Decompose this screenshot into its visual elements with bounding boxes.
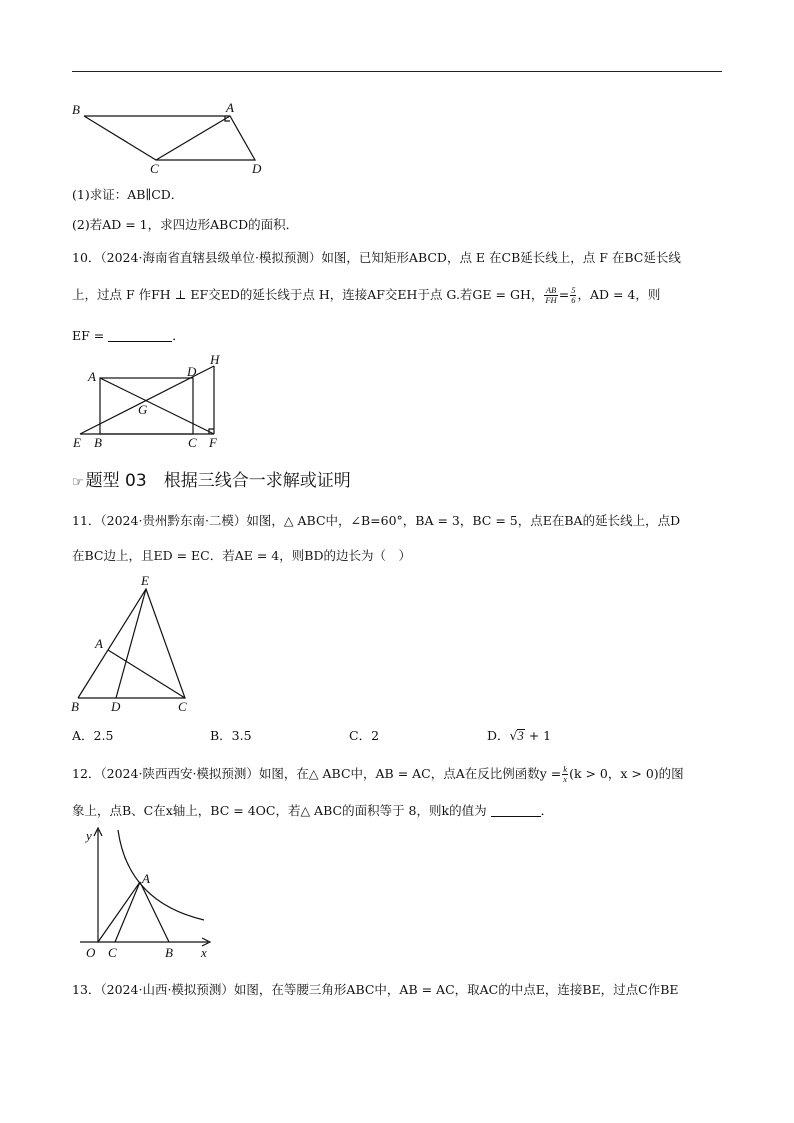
q10-line2-a: 上，过点 F 作FH ⊥ EF交ED的延长线于点 H，连接AF交EH于点 G.若GE = GH，: [72, 287, 544, 302]
option-c[interactable]: C．2: [349, 728, 380, 743]
q10-equals: =: [558, 287, 570, 302]
q9-part1: (1)求证：AB∥CD．: [72, 187, 184, 202]
label-e: E: [73, 435, 81, 450]
label-b: B: [94, 435, 102, 450]
label-b: B: [165, 945, 173, 960]
q11-options: [72, 726, 722, 746]
section-heading-text: 题型 03 根据三线合一求解或证明: [85, 471, 351, 491]
q10-line2: [72, 286, 660, 305]
q12-line1-a: 12．（2024·陕西西安·模拟预测）如图，在△ ABC中，AB = AC，点A在反比例函数y =: [72, 766, 562, 781]
q12-period: ．: [540, 803, 554, 818]
label-o: O: [86, 945, 96, 960]
label-a: A: [88, 369, 96, 384]
sqrt-radical-icon: √: [509, 728, 518, 743]
label-y: y: [86, 828, 92, 843]
header-rule: [72, 71, 722, 72]
q10-line1: 10．（2024·海南省直辖县级单位·模拟预测）如图，已知矩形ABCD，点 E 在CB延长线上，点 F 在BC延长线: [72, 250, 681, 265]
q12-answer-blank[interactable]: [491, 804, 541, 817]
label-x: x: [201, 945, 207, 960]
segment-ac: [108, 650, 185, 698]
label-e: E: [141, 573, 149, 588]
label-d: D: [252, 161, 262, 176]
q9-part2: (2)若AD = 1，求四边形ABCD的面积．: [72, 217, 299, 232]
label-g: G: [138, 402, 148, 417]
q11-line1: 11．（2024·贵州黔东南·二模）如图，△ ABC中，∠B=60°，BA = 3，BC = 5，点E在BA的延长线上，点D: [72, 513, 681, 528]
line-af: [100, 378, 214, 434]
figure-quadrilateral-abcd: [70, 98, 270, 178]
q12-line2-a: 象上，点B、C在x轴上，BC = 4OC，若△ ABC的面积等于 8，则k的值为: [72, 803, 487, 818]
q10-line3: [72, 327, 185, 345]
inverse-proportion-curve: [118, 830, 204, 920]
label-c: C: [150, 161, 159, 176]
diagonal-ac: [156, 116, 230, 160]
fraction-k-x: $\frac{k}{x}$: [563, 764, 568, 784]
figure-coordinate-plane: [78, 822, 228, 967]
label-a: A: [226, 100, 234, 115]
q12-line1: [72, 765, 684, 784]
figure-triangle-abc: [68, 572, 208, 717]
label-b: B: [72, 102, 80, 117]
q10-ef-label: EF =: [72, 328, 105, 343]
label-f: F: [209, 435, 217, 450]
q13-line1: 13．（2024·山西·模拟预测）如图，在等腰三角形ABC中，AB = AC，取AC的中点E，连接BE，过点C作BE: [72, 982, 679, 997]
label-a: A: [95, 636, 103, 651]
label-d: D: [187, 364, 197, 379]
q11-line2: 在BC边上，且ED = EC．若AE = 4，则BD的边长为（ ）: [72, 548, 411, 563]
fraction-5-6: $\frac{5}{6}$: [571, 285, 576, 305]
label-a: A: [142, 871, 150, 886]
label-c: C: [188, 435, 197, 450]
label-h: H: [210, 352, 220, 367]
q12-line1-b: (k > 0，x > 0)的图: [569, 766, 684, 781]
q10-line2-c: ，AD = 4，则: [577, 287, 661, 302]
label-c: C: [178, 699, 187, 714]
q10-answer-blank[interactable]: [108, 329, 172, 342]
segment-ed: [116, 589, 146, 698]
q10-period: ．: [172, 328, 185, 343]
section-heading: [72, 469, 351, 495]
option-d[interactable]: D．√3 + 1: [487, 728, 552, 743]
option-b[interactable]: B．3.5: [210, 728, 252, 743]
fraction-ab-fh: $\frac{AB}{FH}$: [545, 285, 557, 305]
label-c: C: [108, 945, 117, 960]
quadrilateral-outline: [84, 116, 255, 160]
q12-line2: [72, 802, 553, 820]
label-b: B: [71, 699, 79, 714]
option-a[interactable]: A．2.5: [72, 728, 114, 743]
segment-ab: [140, 882, 169, 942]
pointing-hand-icon: ☞: [72, 475, 84, 490]
label-d: D: [111, 699, 121, 714]
figure-rectangle-abcd: [70, 352, 240, 452]
